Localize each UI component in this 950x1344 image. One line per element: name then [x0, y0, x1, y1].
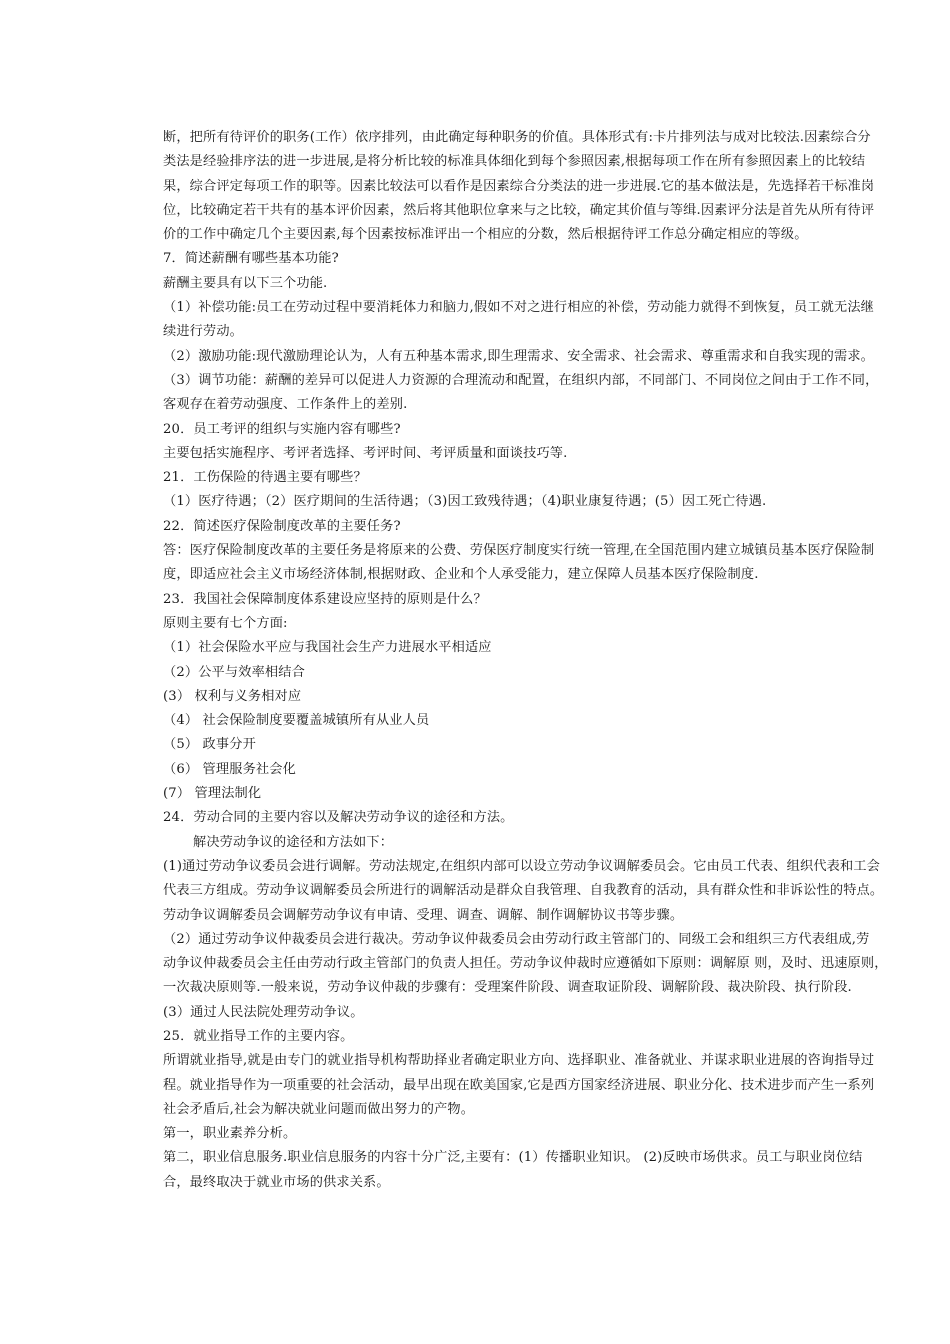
text-line: 主要包括实施程序、考评者选择、考评时间、考评质量和面谈技巧等.	[163, 445, 568, 461]
question-heading: 22．简述医疗保险制度改革的主要任务?	[163, 518, 401, 534]
question-heading: 23．我国社会保障制度体系建设应坚持的原则是什么？	[163, 591, 487, 607]
text-line: (1)通过劳动争议委员会进行调解。劳动法规定,在组织内部可以设立劳动争议调解委员会。它由员工代表、组织代表和工会	[163, 858, 881, 874]
list-item: (7） 管理法制化	[163, 786, 262, 802]
question-heading: 20．员工考评的组织与实施内容有哪些?	[163, 421, 401, 437]
text-line: （2）通过劳动争议仲裁委员会进行裁决。劳动争议仲裁委员会由劳动行政主管部门的、同级工会和组织三方代表组成,劳	[163, 931, 870, 947]
list-item: （1）社会保险水平应与我国社会生产力进展水平相适应	[163, 640, 492, 656]
text-line: 度，即适应社会主义市场经济体制,根据财政、企业和个人承受能力，建立保障人员基本医疗保险制度.	[163, 567, 759, 583]
question-heading: 21．工伤保险的待遇主要有哪些？	[163, 470, 367, 486]
document-body	[163, 126, 950, 1195]
text-line: 价的工作中确定几个主要因素,每个因素按标准评出一个相应的分数，然后根据待评工作总分确定相应的等级。	[163, 227, 808, 243]
text-line: 答：医疗保险制度改革的主要任务是将原来的公费、劳保医疗制度实行统一管理,在全国范围内建立城镇员基本医疗保险制	[163, 543, 875, 559]
list-item: (3） 权利与义务相对应	[163, 688, 302, 704]
text-line: 社会矛盾后,社会为解决就业问题而做出努力的产物。	[163, 1101, 475, 1117]
text-line: 断，把所有待评价的职务(工作）依序排列，由此确定每种职务的价值。具体形式有:卡片排列法与成对比较法.因素综合分	[163, 130, 871, 145]
list-item: （6） 管理服务社会化	[163, 761, 296, 777]
text-line: 代表三方组成。劳动争议调解委员会所进行的调解活动是群众自我管理、自我教育的活动，具有群众性和非诉讼性的特点。	[163, 883, 884, 899]
list-item: （2）公平与效率相结合	[163, 664, 305, 680]
text-line: 第二，职业信息服务.职业信息服务的内容十分广泛,主要有：(1）传播职业知识。 (2)反映市场供求。员工与职业岗位结	[163, 1150, 863, 1166]
list-item: （4） 社会保险制度要覆盖城镇所有从业人员	[163, 713, 430, 729]
text-line: 第一，职业素养分析。	[163, 1126, 297, 1142]
text-line: （3）调节功能：薪酬的差异可以促进人力资源的合理流动和配置，在组织内部，不同部门、不同岗位之间由于工作不同，	[163, 372, 879, 388]
text-line: 所谓就业指导,就是由专门的就业指导机构帮助择业者确定职业方向、选择职业、准备就业、并谋求职业进展的咨询指导过	[163, 1053, 875, 1069]
text-line: (3）通过人民法院处理劳动争议。	[163, 1004, 364, 1020]
text-line: （2）激励功能:现代激励理论认为，人有五种基本需求,即生理需求、安全需求、社会需求、尊重需求和自我实现的需求。	[163, 348, 875, 364]
text-line: 原则主要有七个方面:	[163, 615, 288, 631]
text-line: 合，最终取决于就业市场的供求关系。	[163, 1174, 390, 1190]
question-heading: 24．劳动合同的主要内容以及解决劳动争议的途径和方法。	[163, 810, 514, 826]
text-line: 劳动争议调解委员会调解劳动争议有申请、受理、调查、调解、制作调解协议书等步骤。	[163, 907, 684, 923]
text-line: 位，比较确定若干共有的基本评价因素，然后将其他职位拿来与之比较，确定其价值与等缉.因素评分法是首先从所有待评	[163, 202, 875, 218]
text-line: （1）医疗待遇；（2）医疗期间的生活待遇；（3)因工致残待遇；（4)职业康复待遇；(5）因工死亡待遇.	[163, 494, 767, 510]
text-line: 一次裁决原则等.一般来说，劳动争议仲裁的步骤有：受理案件阶段、调查取证阶段、调解阶段、裁决阶段、执行阶段.	[163, 980, 852, 996]
list-item: （5） 政事分开	[163, 737, 256, 753]
text-line: （1）补偿功能:员工在劳动过程中要消耗体力和脑力,假如不对之进行相应的补偿，劳动能力就得不到恢复，员工就无法继	[163, 300, 875, 316]
text-line: 程。就业指导作为一项重要的社会活动，最早出现在欧美国家,它是西方国家经济进展、职业分化、技术进步而产生一系列	[163, 1077, 875, 1093]
text-line: 客观存在着劳动强度、工作条件上的差别.	[163, 397, 408, 413]
text-line: 动争议仲裁委员会主任由劳动行政主管部门的负责人担任。劳动争议仲裁时应遵循如下原则：调解原 则，及时、迅速原则，	[163, 956, 888, 972]
text-line: 薪酬主要具有以下三个功能.	[163, 275, 328, 291]
text-line: 续进行劳动。	[163, 324, 244, 340]
text-line: 果，综合评定每项工作的职等。因素比较法可以看作是因素综合分类法的进一步进展.它的基本做法是，先选择若干标准岗	[163, 178, 875, 194]
text-line: 类法是经验排序法的进一步进展,是将分析比较的标准具体细化到每个参照因素,根据每项工作在所有参照因素上的比较结	[163, 154, 866, 170]
question-heading: 25．就业指导工作的主要内容。	[163, 1028, 354, 1044]
question-heading: 7．简述薪酬有哪些基本功能?	[163, 251, 339, 267]
text-line: 解决劳动争议的途径和方法如下：	[193, 834, 394, 850]
